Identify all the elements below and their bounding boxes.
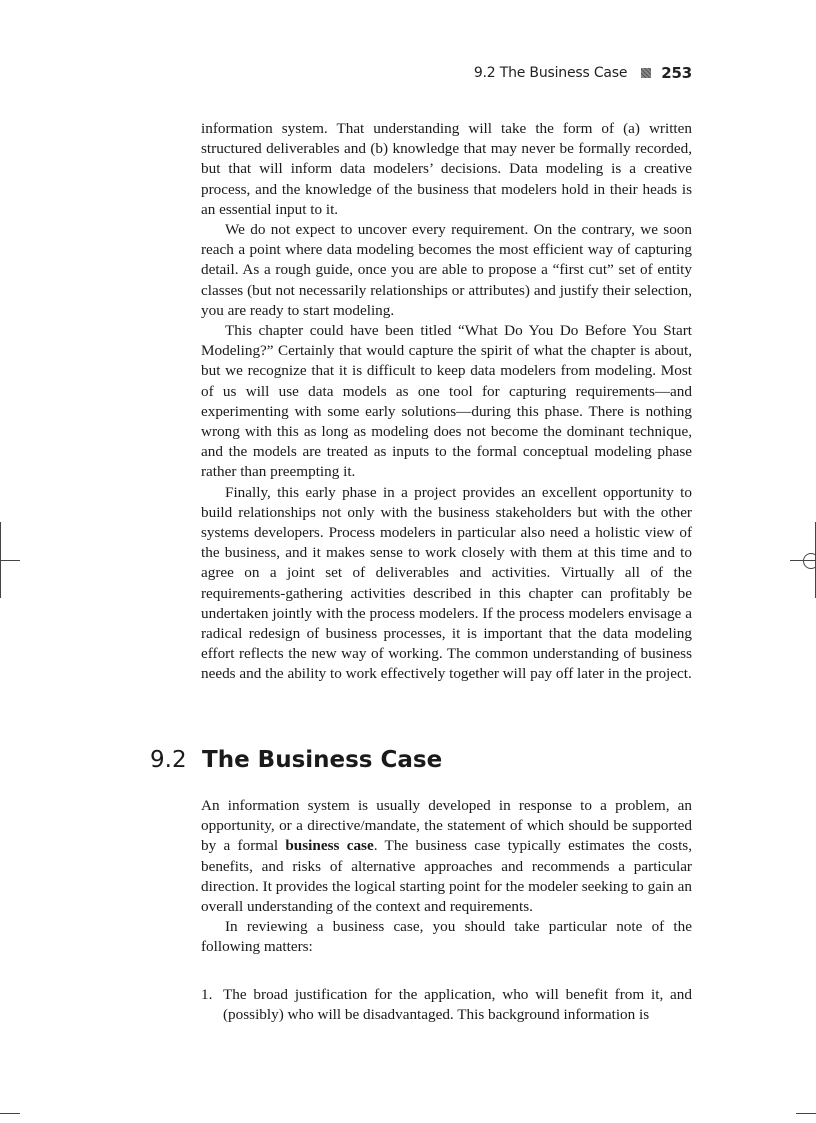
key-term: business case [285,837,374,855]
section-number: 9.2 [150,747,187,773]
crop-mark [796,1113,816,1114]
numbered-list [201,985,692,1025]
section-body [201,796,692,958]
paragraph: This chapter could have been titled “What Do You Do Before You Start Modeling?” Certainly that would capture the spirit of what the chapter is about, but we recognize that it is difficult to keep data modelers from modeling. Most of us will use data models as one tool for capturing requirements—and experimenting with some early solutions—during this phase. There is nothing wrong with this as long as modeling does not become the dominant technique, and the models are treated as inputs to the formal conceptual modeling phase rather than preempting it. [201,322,692,481]
list-item-text: The broad justification for the application, who will benefit from it, and (possibly) who will be disadvantaged. This background information is [223,986,692,1024]
paragraph: In reviewing a business case, you should take particular note of the following matters: [201,918,692,956]
running-head [474,64,692,82]
list-item [201,985,692,1025]
paragraph-text: . The business case typically estimates the costs, benefits, and risks of alternative approaches and recommends a particular direction. It provides the logical starting point for the modeler seeking to gain an overall understanding of the context and requirements. [201,837,693,916]
crop-mark [790,560,816,561]
section-title: The Business Case [202,747,443,773]
section-heading [150,747,442,773]
list-item-number: 1. [201,986,213,1003]
crop-mark [0,1113,20,1114]
running-head-section: 9.2 The Business Case [473,65,628,81]
body-text [201,119,692,685]
square-bullet-icon [641,68,651,78]
paragraph: information system. That understanding will take the form of (a) written structured deliverables and (b) knowledge that may never be formally recorded, but that will inform data modelers’ decisions. Data modeling is a creative process, and the knowledge of the business that modelers hold in their heads is an essential input to it. [201,120,692,218]
paragraph-text: An information system is usually developed in response to a problem, an opportunity, or a directive/mandate, the statement of which should be supported by a formal [201,797,692,855]
crop-mark [0,560,20,561]
paragraph [201,796,692,917]
paragraph: We do not expect to uncover every requirement. On the contrary, we soon reach a point where data modeling becomes the most efficient way of capturing detail. As a rough guide, once you are able to propose a “first cut” set of entity classes (but not necessarily relationships or attributes) and justify their selection, you are ready to start modeling. [201,221,692,319]
page-number: 253 [661,64,692,82]
registration-mark-icon [803,553,816,569]
paragraph: Finally, this early phase in a project provides an excellent opportunity to build relationships not only with the business stakeholders but with the other systems developers. Process modelers in particular also need a holistic view of the business, and it makes sense to work closely with them at this time and to agree on a joint set of deliverables and activities. Virtually all of the requirements-gathering activities described in this chapter can profitably be undertaken jointly with the process modelers. If the process modelers envisage a radical redesign of business processes, it is important that the data modeling effort reflects the new way of working. The common understanding of business needs and the ability to work effectively together will pay off later in the project. [201,483,692,683]
